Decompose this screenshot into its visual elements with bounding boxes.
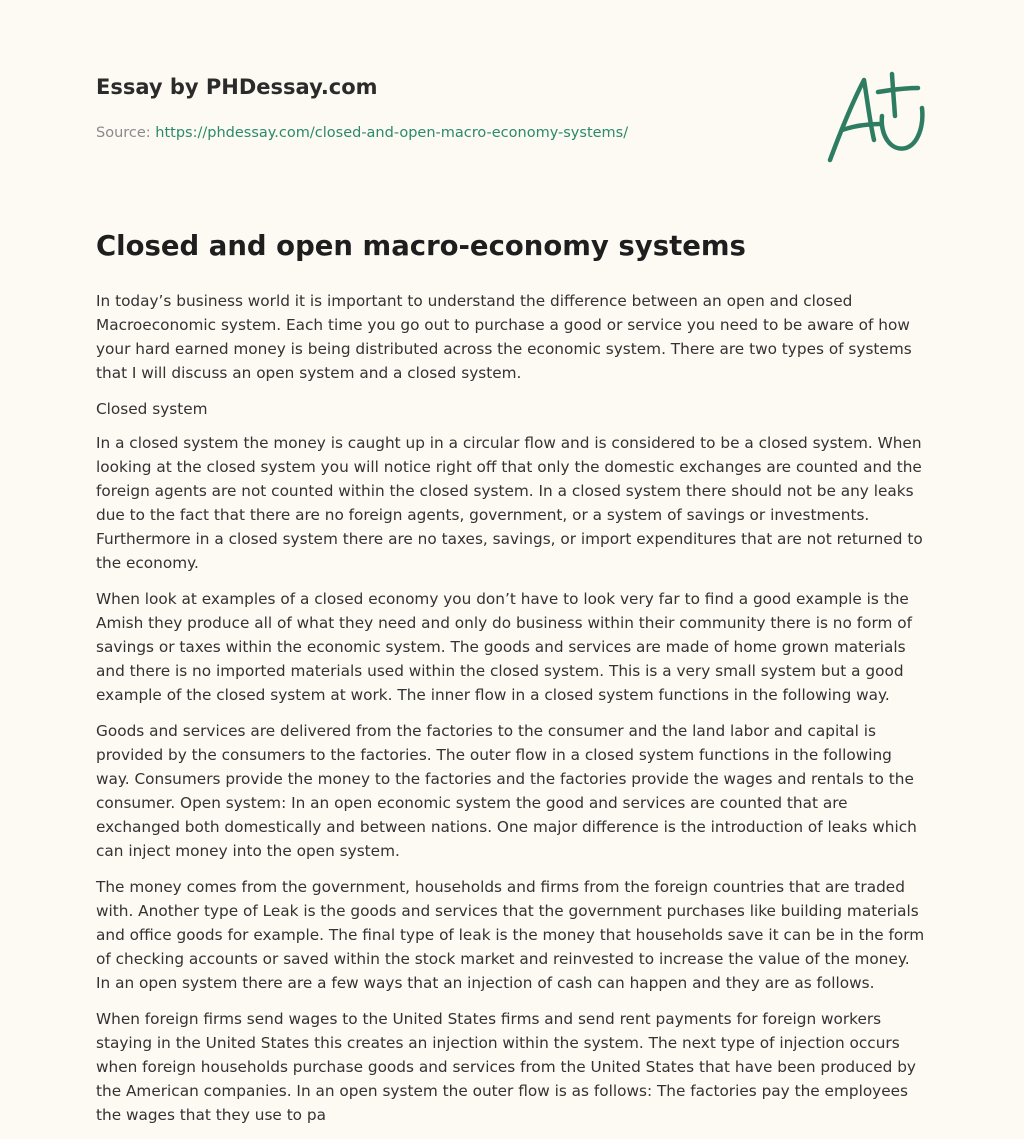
site-brand: Essay by PHDessay.com — [96, 75, 378, 99]
essay-body — [96, 226, 928, 1139]
essay-paragraph: In a closed system the money is caught up in a circular flow and is considered to be a closed system. When looking at the closed system you will notice right off that only the domestic exchanges are counted and the foreign agents are not counted within the closed system. In a closed system there should not be any leaks due to the fact that there are no foreign agents, government, or a system of savings or investments. Furthermore in a closed system there are no taxes, savings, or import expenditures that are not returned to the economy. — [96, 434, 923, 572]
source-label: Source: — [96, 125, 156, 141]
essay-title: Closed and open macro-economy systems — [96, 230, 746, 262]
essay-paragraph: When look at examples of a closed economy you don’t have to look very far to find a good example is the Amish they produce all of what they need and only do business within their community there is no form of savings or taxes within the economic system. The goods and services are made of home grown materials and there is no imported materials used within the closed system. This is a very small system but a good example of the closed system at work. The inner flow in a closed system functions in the following way. — [96, 590, 912, 704]
essay-paragraph: The money comes from the government, households and firms from the foreign countries that are traded with. Another type of Leak is the goods and services that the government purchases like building materials and office goods for example. The final type of leak is the money that households save it can be in the form of checking accounts or saved within the stock market and reinvested to increase the value of the money. In an open system there are a few ways that an injection of cash can happen and they are as follows. — [96, 878, 925, 992]
page-header — [96, 75, 928, 141]
a-plus-grade-icon — [820, 68, 930, 168]
essay-paragraph: When foreign firms send wages to the United States firms and send rent payments for foreign workers staying in the United States this creates an injection within the system. The next type of injection occurs when foreign households purchase goods and services from the United States that have been produced by the American companies. In an open system the outer flow is as follows: The factories pay the employees the wages that they use to pa — [96, 1010, 916, 1124]
source-link[interactable]: https://phdessay.com/closed-and-open-macro-economy-systems/ — [155, 125, 629, 141]
section-subheading: Closed system — [96, 400, 208, 418]
essay-paragraph: In today’s business world it is important to understand the difference between an open and closed Macroeconomic system. Each time you go out to purchase a good or service you need to be aware of how your hard earned money is being distributed across the economic system. There are two types of systems that I will discuss an open system and a closed system. — [96, 292, 912, 382]
essay-paragraph: Goods and services are delivered from the factories to the consumer and the land labor and capital is provided by the consumers to the factories. The outer flow in a closed system functions in the following way. Consumers provide the money to the factories and the factories provide the wages and rentals to the consumer. Open system: In an open economic system the good and services are counted that are exchanged both domestically and between nations. One major difference is the introduction of leaks which can inject money into the open system. — [96, 722, 917, 860]
source-line — [96, 125, 628, 141]
